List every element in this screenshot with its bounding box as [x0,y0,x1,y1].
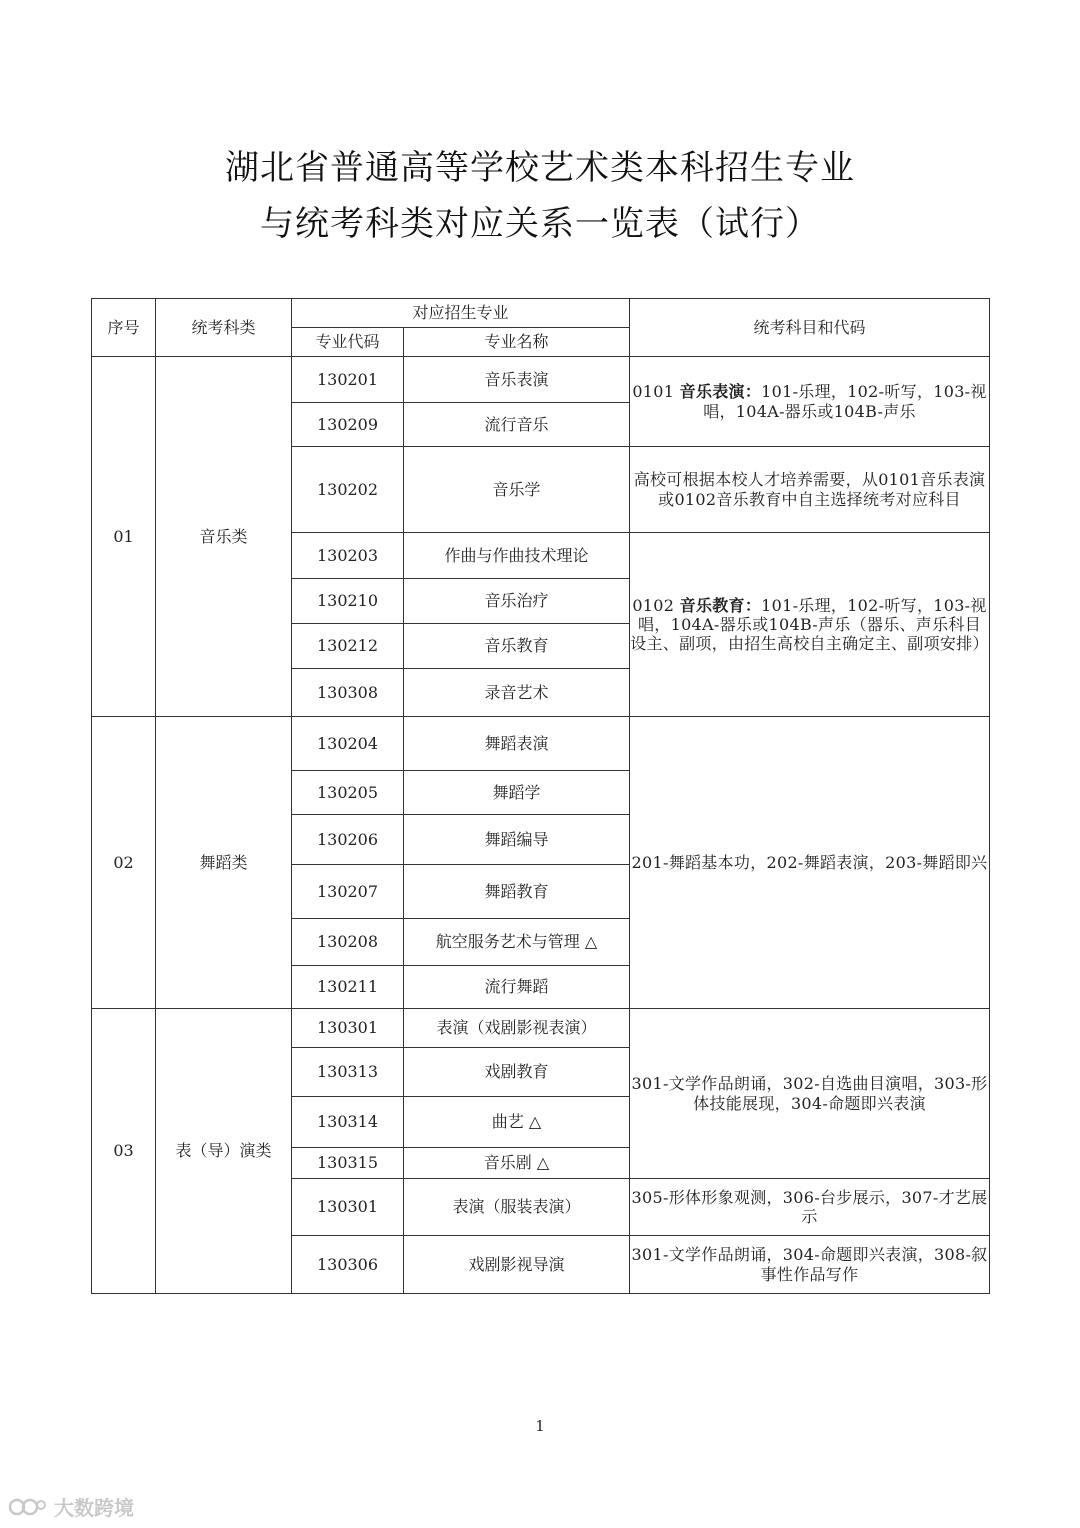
subjects-cell [630,1236,990,1294]
subjects-cell [630,357,990,447]
major-name: 表演（服装表演） [404,1179,630,1236]
subjects-cell [630,447,990,533]
subjects-cell [630,533,990,717]
major-code: 130201 [292,357,404,403]
subject-text: 高校可根据本校人才培养需要，从0101音乐表演或0102音乐教育中自主选择统考对应科目 [633,470,986,509]
subject-text: 301-文学作品朗诵，302-自选曲目演唱，303-形体技能展现，304-命题即兴表演 [631,1074,988,1113]
major-code: 130206 [292,815,404,865]
header-name: 专业名称 [404,328,630,357]
major-code: 130203 [292,533,404,579]
seq-cell: 02 [92,717,156,1009]
major-name: 作曲与作曲技术理论 [404,533,630,579]
major-name: 舞蹈学 [404,771,630,815]
header-subjects: 统考科目和代码 [630,299,990,357]
major-name: 流行舞蹈 [404,966,630,1009]
major-code: 130306 [292,1236,404,1294]
major-name: 戏剧教育 [404,1048,630,1097]
major-code: 130205 [292,771,404,815]
major-code: 130314 [292,1097,404,1148]
category-cell: 舞蹈类 [156,717,292,1009]
header-seq: 序号 [92,299,156,357]
subject-code: 0101 [632,382,680,402]
major-code: 130313 [292,1048,404,1097]
major-name: 录音艺术 [404,669,630,717]
watermark-text: 大数跨境 [54,1496,134,1520]
major-code: 130212 [292,624,404,669]
subject-text: 201-舞蹈基本功，202-舞蹈表演，203-舞蹈即兴 [631,852,988,872]
major-name: 流行音乐 [404,403,630,447]
major-name: 舞蹈表演 [404,717,630,771]
major-code: 130301 [292,1179,404,1236]
major-code: 130209 [292,403,404,447]
major-code: 130211 [292,966,404,1009]
watermark [8,1492,134,1521]
category-cell: 音乐类 [156,357,292,717]
subject-text: 301-文学作品朗诵，304-命题即兴表演，308-叙事性作品写作 [631,1245,988,1284]
subject-code: 0102 [632,595,680,615]
major-name: 航空服务艺术与管理 △ [404,919,630,966]
page-number: 1 [535,1417,545,1435]
subject-text: 305-形体形象观测，306-台步展示，307-才艺展示 [631,1187,988,1226]
major-code: 130315 [292,1148,404,1179]
major-name: 音乐学 [404,447,630,533]
correspondence-table [91,298,990,1294]
major-name: 音乐治疗 [404,579,630,624]
header-code: 专业代码 [292,328,404,357]
major-code: 130202 [292,447,404,533]
major-name: 戏剧影视导演 [404,1236,630,1294]
major-code: 130208 [292,919,404,966]
major-name: 音乐剧 △ [404,1148,630,1179]
major-code: 130210 [292,579,404,624]
subject-title: 音乐表演： [679,382,762,402]
header-category: 统考科类 [156,299,292,357]
major-name: 音乐教育 [404,624,630,669]
major-code: 130308 [292,669,404,717]
seq-cell: 03 [92,1009,156,1294]
major-name: 曲艺 △ [404,1097,630,1148]
major-name: 舞蹈编导 [404,815,630,865]
subjects-cell [630,717,990,1009]
major-code: 130301 [292,1009,404,1048]
major-name: 音乐表演 [404,357,630,403]
subject-text: 101-乐理，102-听写，103-视唱，104A-器乐或104B-声乐 [703,382,987,421]
major-name: 舞蹈教育 [404,865,630,919]
category-cell: 表（导）演类 [156,1009,292,1294]
subjects-cell [630,1179,990,1236]
header-majors-group: 对应招生专业 [292,299,630,328]
major-code: 130204 [292,717,404,771]
subject-title: 音乐教育： [679,595,762,615]
major-code: 130207 [292,865,404,919]
document-title-line-1: 湖北省普通高等学校艺术类本科招生专业 [225,148,855,188]
seq-cell: 01 [92,357,156,717]
watermark-logo-icon [8,1497,48,1517]
subjects-cell [630,1009,990,1179]
major-name: 表演（戏剧影视表演） [404,1009,630,1048]
subject-text: 101-乐理，102-听写，103-视唱，104A-器乐或104B-声乐（器乐、声乐科目设主、副项，由招生高校自主确定主、副项安排） [630,595,989,654]
document-title-line-2: 与统考科类对应关系一览表（试行） [260,204,820,244]
